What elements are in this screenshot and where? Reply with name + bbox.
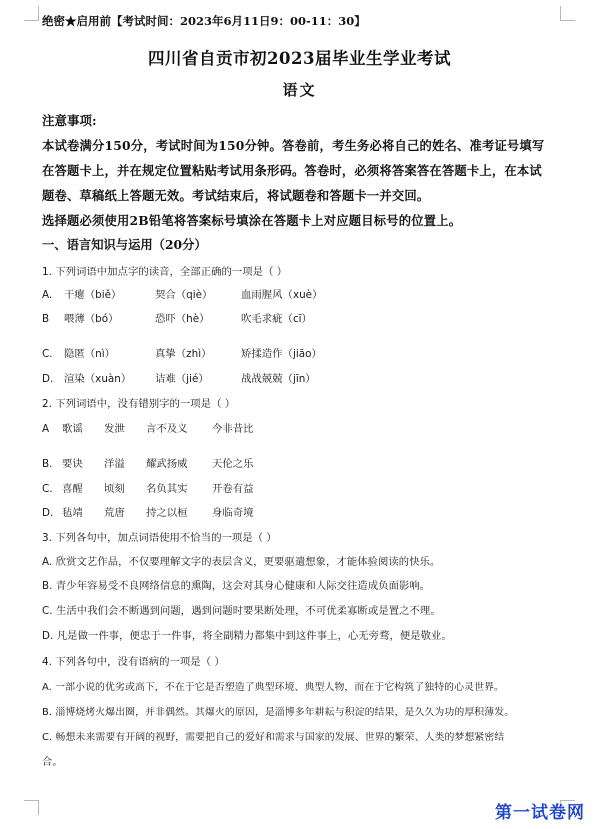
note-line: 题卷、草稿纸上答题无效。考试结束后，将试题卷和答题卡一并交回。 [42, 188, 430, 203]
question-option: A. 欣赏文艺作品，不仅要理解文字的表层含义，更要驱遣想象，才能体验阅读的快乐。 [42, 556, 441, 568]
question-option [42, 345, 322, 360]
crop-mark-top-right [560, 6, 575, 21]
site-watermark: 第一试卷网 [495, 803, 585, 823]
question-option: B. 青少年容易受不良网络信息的熏陶，这会对其身心健康和人际交往造成负面影响。 [42, 580, 431, 592]
question-option: D. 凡是做一件事，便忠于一件事，将全副精力都集中到这件事上，心无旁骛，便是敬业。 [42, 630, 452, 642]
option-word: 持之以桓 [146, 507, 188, 519]
option-word: 洋溢 [104, 458, 125, 470]
question-option [42, 310, 312, 325]
option-word: 渲染（xuàn） [64, 373, 132, 385]
section-heading: 一、语言知识与运用（20分） [42, 237, 207, 252]
note-line: 选择题必须使用2B铅笔将答案标号填涂在答题卡上对应题目标号的位置上。 [42, 213, 462, 228]
option-word: 喂薄（bó） [64, 313, 119, 325]
notes-heading: 注意事项: [42, 113, 97, 128]
question-option: 合。 [42, 756, 63, 768]
option-letter: B [42, 313, 50, 325]
option-word: 矫揉造作（jiāo） [241, 348, 322, 360]
option-word: 隐匿（nì） [64, 348, 116, 360]
option-word: 顷刻 [104, 483, 125, 495]
option-word: 开卷有益 [212, 483, 254, 495]
option-word: 言不及义 [146, 423, 188, 435]
option-word: 耀武扬威 [146, 458, 188, 470]
exam-subject: 语文 [282, 81, 317, 99]
option-word: 歌谣 [62, 423, 83, 435]
confidential-header: 绝密★启用前【考试时间：2023年6月11日9：00-11：30】 [42, 14, 366, 28]
option-word: 毡靖 [62, 507, 83, 519]
question-stem: 2. 下列词语中，没有错别字的一项是（ ） [42, 398, 236, 410]
option-word: 今非昔比 [212, 423, 254, 435]
question-option [42, 286, 322, 301]
question-stem: 3. 下列各句中，加点词语使用不恰当的一项是（ ） [42, 532, 277, 544]
option-word: 身临奇境 [212, 507, 254, 519]
crop-mark-bottom-left [24, 800, 39, 815]
question-option [42, 370, 316, 385]
option-letter: C. [42, 483, 53, 495]
question-option [42, 504, 254, 519]
option-word: 吹毛求疵（cī） [241, 313, 312, 325]
note-line: 本试卷满分150分，考试时间为150分钟。答卷前，考生务必将自己的姓名、准考证号填写 [42, 138, 545, 153]
option-word: 荒唐 [104, 507, 125, 519]
option-word: 喜醒 [62, 483, 83, 495]
option-letter: C. [42, 348, 53, 360]
question-stem: 4. 下列各句中，没有语病的一项是（ ） [42, 656, 225, 668]
question-option: C. 生活中我们会不断遇到问题，遇到问题时要果断处理，不可优柔寡断或是置之不理。 [42, 605, 441, 617]
option-letter: A. [42, 289, 53, 301]
option-letter: D. [42, 507, 54, 519]
question-option: B. 淄博烧烤火爆出圈，并非偶然。其爆火的原因，是淄博多年耕耘与积淀的结果，是久久为功的厚积薄发。 [42, 707, 515, 718]
option-letter: D. [42, 373, 54, 385]
option-word: 诘难（jié） [155, 373, 209, 385]
question-option [42, 455, 254, 470]
question-stem: 1. 下列词语中加点字的读音，全部正确的一项是（ ） [42, 266, 288, 278]
option-word: 血雨腥风（xuè） [241, 289, 323, 301]
crop-mark-top-left [24, 6, 39, 21]
option-word: 干瘪（biě） [64, 289, 122, 301]
option-word: 契合（qiè） [155, 289, 213, 301]
question-option [42, 480, 254, 495]
option-word: 天伦之乐 [212, 458, 254, 470]
question-option [42, 420, 254, 435]
question-option: C. 畅想未来需要有开阔的视野，需要把自己的爱好和需求与国家的发展、世界的繁荣、人类的梦想紧密结 [42, 732, 505, 743]
option-word: 名负其实 [146, 483, 188, 495]
option-word: 要诀 [62, 458, 83, 470]
option-letter: A [42, 423, 50, 435]
option-word: 恐吓（hè） [155, 313, 210, 325]
option-letter: B. [42, 458, 53, 470]
option-word: 发泄 [104, 423, 125, 435]
exam-title: 四川省自贡市初2023届毕业生学业考试 [148, 49, 451, 68]
note-line: 在答题卡上，并在规定位置粘贴考试用条形码。答卷时，必须将答案答在答题卡上，在本试 [42, 163, 542, 178]
question-option: A. 一部小说的优劣或高下，不在于它是否塑造了典型环境、典型人物，而在于它构筑了独特的心灵世界。 [42, 682, 505, 693]
option-word: 战战兢兢（jīn） [241, 373, 316, 385]
option-word: 真挚（zhì） [155, 348, 212, 360]
